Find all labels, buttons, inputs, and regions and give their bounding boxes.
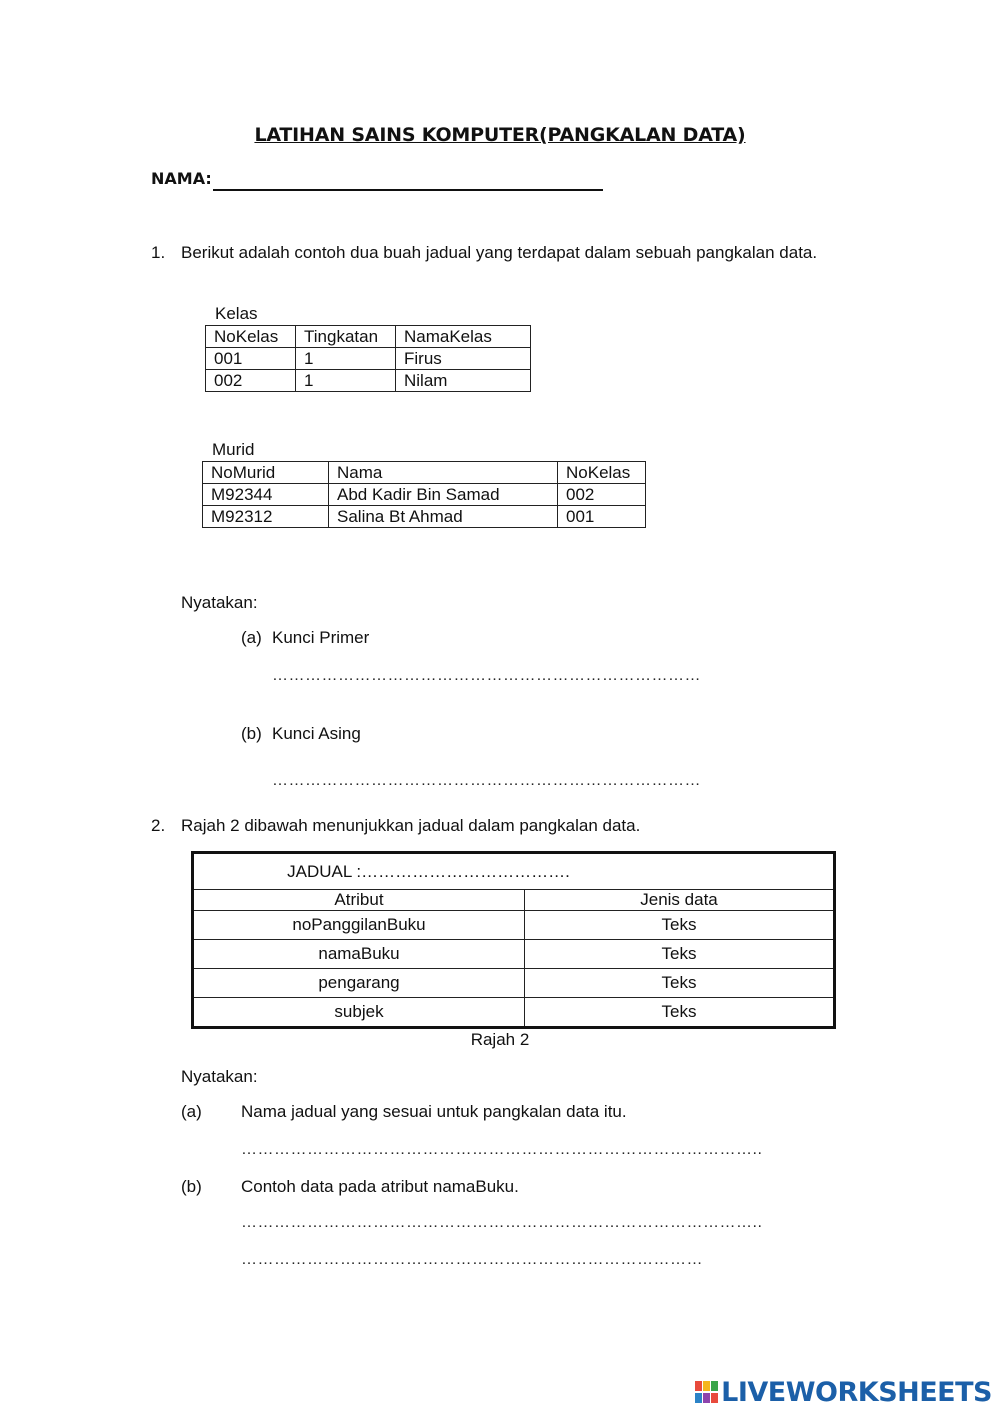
table-title-row [193, 853, 835, 890]
table-header-cell: Atribut [193, 890, 525, 911]
table-cell: Teks [525, 940, 835, 969]
q1a-answer-field[interactable]: …………………………………………………………………… [272, 667, 701, 684]
table-header-row [193, 890, 835, 911]
table-cell: M92344 [203, 484, 329, 506]
page-title: LATIHAN SAINS KOMPUTER(PANGKALAN DATA) [254, 124, 746, 146]
table-cell: namaBuku [193, 940, 525, 969]
q2a-text: Nama jadual yang sesuai untuk pangkalan data itu. [241, 1102, 627, 1121]
table-row [206, 348, 531, 370]
jadual-title[interactable]: JADUAL :………………………………. [287, 861, 570, 881]
rajah2-table [191, 851, 836, 1029]
table-cell: Firus [396, 348, 531, 370]
liveworksheets-logo-text: LIVEWORKSHEETS [721, 1377, 992, 1408]
table-cell: Teks [525, 969, 835, 998]
q2b-label: (b) [181, 1177, 202, 1196]
q2a-answer-field[interactable]: ………………………………………………………………………………….. [241, 1141, 763, 1158]
q1-nyatakan: Nyatakan: [181, 593, 258, 612]
table-row [193, 940, 835, 969]
murid-table [202, 461, 646, 528]
q2a-label: (a) [181, 1102, 202, 1121]
table-cell: 1 [296, 370, 396, 392]
q2b-answer-field-1[interactable]: ………………………………………………………………………………….. [241, 1214, 763, 1231]
q1-number: 1. [151, 243, 166, 262]
kelas-table-name: Kelas [215, 304, 258, 323]
q2-nyatakan: Nyatakan: [181, 1067, 258, 1086]
table-row [203, 484, 646, 506]
table-header-cell: NoKelas [206, 326, 296, 348]
table-row [193, 911, 835, 940]
table-header-cell: Jenis data [525, 890, 835, 911]
table-cell: 1 [296, 348, 396, 370]
table-row [206, 370, 531, 392]
q2-number: 2. [151, 816, 166, 835]
table-cell: Nilam [396, 370, 531, 392]
table-header-row [203, 462, 646, 484]
table-cell: pengarang [193, 969, 525, 998]
q1b-label: (b) [241, 724, 262, 743]
table-cell: Teks [525, 911, 835, 940]
q1b-text: Kunci Asing [272, 724, 361, 743]
table-header-cell: NamaKelas [396, 326, 531, 348]
liveworksheets-logo [695, 1377, 992, 1408]
q1b-answer-field[interactable]: …………………………………………………………………… [272, 772, 701, 789]
table-header-cell: NoMurid [203, 462, 329, 484]
table-header-cell: Tingkatan [296, 326, 396, 348]
table-cell: M92312 [203, 506, 329, 528]
table-cell: noPanggilanBuku [193, 911, 525, 940]
table-header-cell: Nama [329, 462, 558, 484]
table-cell: Salina Bt Ahmad [329, 506, 558, 528]
jadual-title-cell [193, 853, 835, 890]
table-row [193, 998, 835, 1028]
table-cell: Abd Kadir Bin Samad [329, 484, 558, 506]
q1a-label: (a) [241, 628, 262, 647]
name-input-line[interactable] [213, 189, 603, 191]
table-cell: 002 [206, 370, 296, 392]
table-row [203, 506, 646, 528]
figure-caption: Rajah 2 [470, 1030, 530, 1049]
name-label: NAMA: [151, 169, 212, 188]
q1-text: Berikut adalah contoh dua buah jadual yang terdapat dalam sebuah pangkalan data. [181, 243, 818, 262]
q2b-answer-field-2[interactable]: ………………………………………………………………………… [241, 1251, 703, 1268]
q1a-text: Kunci Primer [272, 628, 370, 647]
table-header-row [206, 326, 531, 348]
table-cell: Teks [525, 998, 835, 1028]
table-cell: 001 [558, 506, 646, 528]
q2-text: Rajah 2 dibawah menunjukkan jadual dalam pangkalan data. [181, 816, 641, 835]
q2b-text: Contoh data pada atribut namaBuku. [241, 1177, 519, 1196]
table-row [193, 969, 835, 998]
liveworksheets-logo-icon [695, 1381, 719, 1403]
table-cell: 001 [206, 348, 296, 370]
kelas-table [205, 325, 531, 392]
table-cell: subjek [193, 998, 525, 1028]
murid-table-name: Murid [212, 440, 255, 459]
table-cell: 002 [558, 484, 646, 506]
table-header-cell: NoKelas [558, 462, 646, 484]
